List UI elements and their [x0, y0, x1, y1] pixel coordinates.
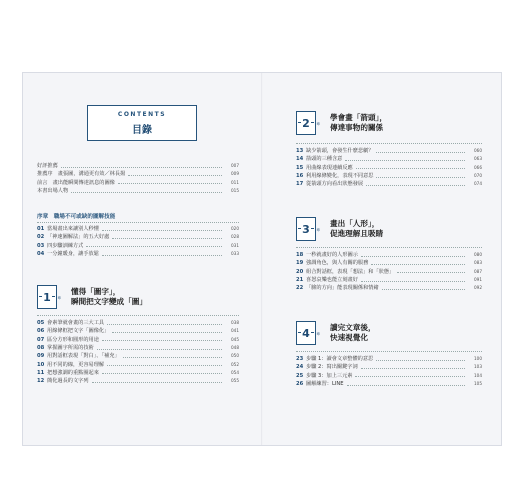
- toc-row[interactable]: 25 步驟 3：加上三元素 104: [296, 372, 482, 379]
- chapter-1-header: [37, 285, 147, 309]
- toc-row[interactable]: 05 會素筆就會畫的三大工具 038: [37, 320, 239, 327]
- toc-row[interactable]: 06 用線條框把文字「圖像化」 041: [37, 328, 239, 335]
- toc-row[interactable]: 07 區分方形和圓形的用途 045: [37, 336, 239, 343]
- chapter-title: 讀完文章後， 快速視覺化: [330, 323, 376, 342]
- chapter-number-box: 3 章: [296, 217, 316, 241]
- toc-row[interactable]: 01 當場畫出來讓別人秒懂 020: [37, 226, 239, 233]
- toc-row[interactable]: 前言 畫出能瞬間傳達訊息的圖像 011: [37, 179, 239, 186]
- toc-row[interactable]: 19 強調角色，與人有關的服務 083: [296, 260, 482, 267]
- chapter-number-box: 1 章: [37, 285, 57, 309]
- toc-row[interactable]: 09 用對話框表現「對白」、「補充」 050: [37, 353, 239, 360]
- toc-row[interactable]: 24 步驟 2：寫出關鍵字詞 103: [296, 364, 482, 371]
- toc-row[interactable]: 18 一秒就畫好的人形圖示 080: [296, 252, 482, 259]
- contents-title-en: CONTENTS: [117, 111, 167, 118]
- chapter-3-header: [296, 217, 383, 241]
- prologue-list: [37, 213, 239, 258]
- front-matter-list: [37, 162, 239, 195]
- chapter-number-box: 2 章: [296, 111, 316, 135]
- right-page: [262, 73, 501, 445]
- chapter-2-list: [296, 147, 482, 188]
- toc-row[interactable]: 23 步驟 1：讀會文章整體的意思 100: [296, 356, 482, 363]
- toc-row[interactable]: 推薦序 畫張圖，溝通更有效／林長揚 009: [37, 171, 239, 178]
- chapter-number-box: 4 章: [296, 321, 316, 345]
- chapter-3-list: [296, 251, 482, 292]
- chapter-4-list: [296, 355, 482, 388]
- contents-title-zh: 目錄: [132, 125, 152, 136]
- toc-row[interactable]: 13 缺少箭頭，會發生什麼悲劇？ 060: [296, 148, 482, 155]
- toc-row[interactable]: 14 箭頭的三種含意 063: [296, 156, 482, 163]
- toc-row[interactable]: 16 利用線條變化，表現不同意思 070: [296, 173, 482, 180]
- chapter-1-list: [37, 319, 239, 385]
- toc-row[interactable]: 17 從箭頭方向看出狀態發展 074: [296, 181, 482, 188]
- toc-row[interactable]: 22 「臉的方向」能表現關係和情緒 092: [296, 285, 482, 292]
- chapter-title: 懂得「圖字」， 瞬間把文字變成「圖」: [71, 287, 147, 306]
- chapter-2-header: [296, 111, 387, 135]
- chapter-title: 學會畫「箭頭」， 傳達事物的關係: [330, 113, 387, 132]
- toc-row[interactable]: 03 四步驟訓練方式 031: [37, 242, 239, 249]
- toc-row[interactable]: 12 簡化過長的文字列 055: [37, 378, 239, 385]
- toc-row[interactable]: 20 組合對話框，表現「想法」和「狀態」 087: [296, 268, 482, 275]
- toc-row[interactable]: 02 「神速圖解法」的五大好處 028: [37, 234, 239, 241]
- prologue-heading: 序章 職場不可或缺的圖解技能: [37, 214, 116, 220]
- toc-row[interactable]: 本書出場人物 015: [37, 188, 239, 195]
- book-spread: [22, 72, 502, 446]
- left-page: [23, 73, 262, 445]
- toc-row[interactable]: 10 用不同的線，更容易理解 052: [37, 361, 239, 368]
- toc-row[interactable]: 15 用曲線表現連續反應 066: [296, 164, 482, 171]
- chapter-4-header: [296, 321, 376, 345]
- toc-row[interactable]: 11 把想強調的重點圈起來 054: [37, 369, 239, 376]
- toc-row[interactable]: 26 圖解練習：LINE 105: [296, 381, 482, 388]
- toc-row[interactable]: 好評推薦 007: [37, 163, 239, 170]
- contents-header: [87, 105, 197, 141]
- toc-row[interactable]: 08 掌握圖字所需的技術 048: [37, 345, 239, 352]
- toc-row[interactable]: 04 一分鐘暖身，讓手放鬆 033: [37, 251, 239, 258]
- chapter-title: 畫出「人形」， 促進理解且吸睛: [330, 219, 384, 238]
- toc-row[interactable]: 21 喜怒哀樂也能立刻畫好 091: [296, 277, 482, 284]
